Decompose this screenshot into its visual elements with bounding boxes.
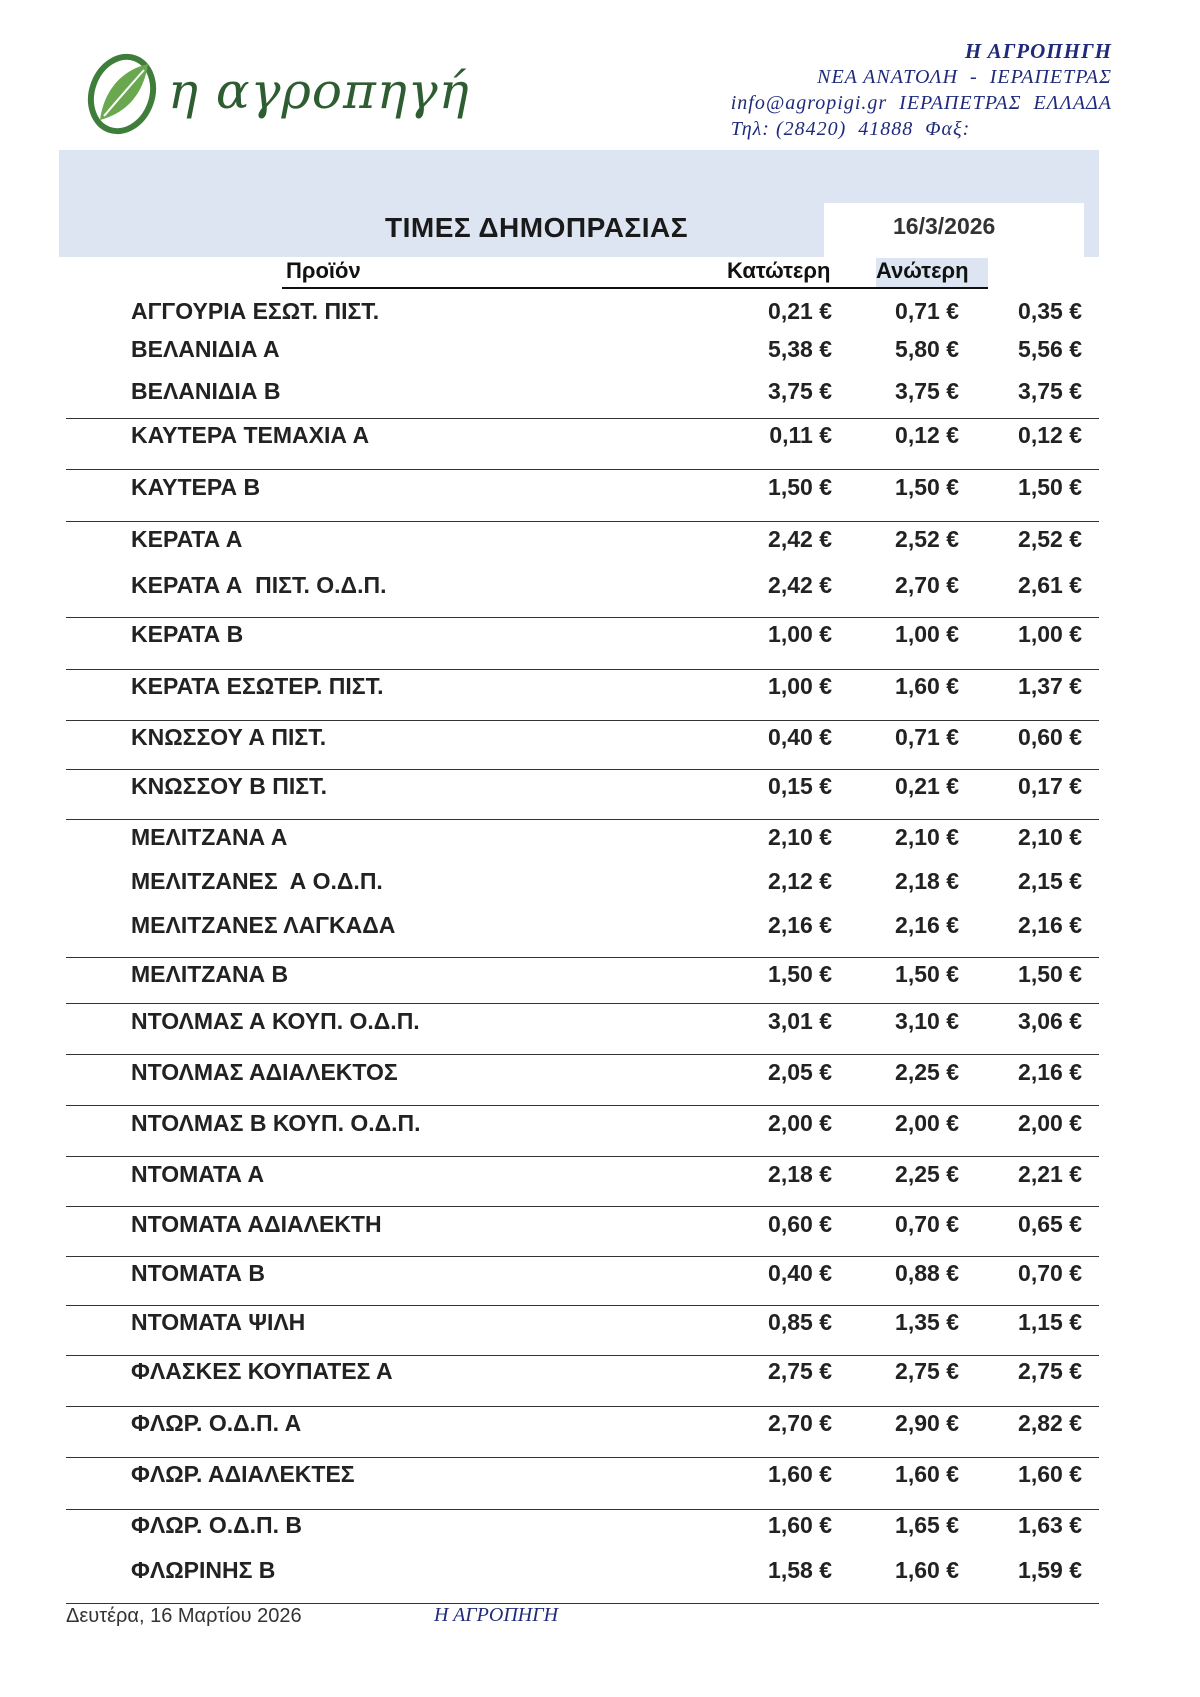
price-low: 1,60 €	[768, 1461, 832, 1487]
price-high: 1,60 €	[895, 1461, 959, 1487]
price-low: 0,40 €	[768, 1260, 832, 1286]
table-row	[0, 912, 1200, 946]
auction-date: 16/3/2026	[893, 213, 996, 239]
price-avg: 0,60 €	[1018, 724, 1082, 750]
row-divider	[66, 720, 1099, 721]
table-row	[0, 673, 1200, 707]
row-divider	[66, 1406, 1099, 1407]
row-divider	[66, 1256, 1099, 1257]
row-divider	[66, 819, 1099, 820]
footer-date: Δευτέρα, 16 Μαρτίου 2026	[66, 1605, 302, 1627]
product-name: ΚΑΥΤΕΡΑ ΤΕΜΑΧΙΑ Α	[131, 422, 370, 448]
product-name: ΒΕΛΑΝΙΔΙΑ Β	[131, 378, 281, 404]
product-name: ΚΕΡΑΤΑ ΕΣΩΤΕΡ. ΠΙΣΤ.	[131, 673, 384, 699]
table-row	[0, 1358, 1200, 1392]
price-low: 0,21 €	[768, 298, 832, 324]
product-name: ΝΤΟΛΜΑΣ ΑΔΙΑΛΕΚΤΟΣ	[131, 1059, 398, 1085]
table-row	[0, 378, 1200, 412]
price-high: 2,10 €	[895, 824, 959, 850]
price-avg: 1,15 €	[1018, 1309, 1082, 1335]
price-high: 2,75 €	[895, 1358, 959, 1384]
price-high: 0,88 €	[895, 1260, 959, 1286]
price-low: 3,01 €	[768, 1008, 832, 1034]
row-divider	[66, 1054, 1099, 1055]
page-title: ΤΙΜΕΣ ΔΗΜΟΠΡΑΣΙΑΣ	[385, 212, 689, 243]
product-name: ΦΛΑΣΚΕΣ ΚΟΥΠΑΤΕΣ Α	[131, 1358, 393, 1384]
price-avg: 0,17 €	[1018, 773, 1082, 799]
row-divider	[66, 1603, 1099, 1604]
price-low: 1,00 €	[768, 673, 832, 699]
price-low: 2,70 €	[768, 1410, 832, 1436]
product-name: ΝΤΟΛΜΑΣ Β ΚΟΥΠ. Ο.Δ.Π.	[131, 1110, 421, 1136]
table-row	[0, 621, 1200, 655]
price-high: 1,35 €	[895, 1309, 959, 1335]
price-low: 0,60 €	[768, 1211, 832, 1237]
price-high: 2,52 €	[895, 526, 959, 552]
table-row	[0, 1110, 1200, 1144]
price-high: 2,90 €	[895, 1410, 959, 1436]
price-low: 2,16 €	[768, 912, 832, 938]
price-low: 0,85 €	[768, 1309, 832, 1335]
row-divider	[66, 1105, 1099, 1106]
column-header-low: Κατώτερη	[727, 258, 831, 283]
price-high: 1,50 €	[895, 474, 959, 500]
row-divider	[66, 1355, 1099, 1356]
price-avg: 2,00 €	[1018, 1110, 1082, 1136]
price-high: 1,60 €	[895, 673, 959, 699]
price-low: 1,58 €	[768, 1557, 832, 1583]
price-avg: 2,16 €	[1018, 1059, 1082, 1085]
price-low: 2,75 €	[768, 1358, 832, 1384]
row-divider	[66, 1509, 1099, 1510]
price-high: 2,25 €	[895, 1059, 959, 1085]
price-low: 2,00 €	[768, 1110, 832, 1136]
price-low: 3,75 €	[768, 378, 832, 404]
table-row	[0, 422, 1200, 456]
product-name: ΦΛΩΡ. ΑΔΙΑΛΕΚΤΕΣ	[131, 1461, 355, 1487]
price-high: 3,75 €	[895, 378, 959, 404]
table-row	[0, 1211, 1200, 1245]
price-high: 0,12 €	[895, 422, 959, 448]
table-row	[0, 1512, 1200, 1546]
price-avg: 0,35 €	[1018, 298, 1082, 324]
product-name: ΦΛΩΡ. Ο.Δ.Π. Α	[131, 1410, 302, 1436]
table-row	[0, 572, 1200, 606]
price-low: 1,50 €	[768, 474, 832, 500]
company-phone-line: Τηλ: (28420) 41888 Φαξ:	[730, 118, 971, 140]
price-avg: 1,50 €	[1018, 961, 1082, 987]
price-low: 1,00 €	[768, 621, 832, 647]
product-name: ΦΛΩΡΙΝΗΣ Β	[131, 1557, 276, 1583]
price-avg: 2,82 €	[1018, 1410, 1082, 1436]
table-row	[0, 1461, 1200, 1495]
table-row	[0, 1008, 1200, 1042]
price-high: 2,25 €	[895, 1161, 959, 1187]
product-name: ΚΕΡΑΤΑ Α ΠΙΣΤ. Ο.Δ.Π.	[131, 572, 387, 598]
price-high: 1,50 €	[895, 961, 959, 987]
footer-company: Η ΑΓΡΟΠΗΓΗ	[434, 1604, 559, 1626]
row-divider	[66, 957, 1099, 958]
product-name: ΚΕΡΑΤΑ Α	[131, 526, 243, 552]
price-high: 2,70 €	[895, 572, 959, 598]
table-row	[0, 1161, 1200, 1195]
table-row	[0, 1260, 1200, 1294]
product-name: ΝΤΟΜΑΤΑ ΨΙΛΗ	[131, 1309, 306, 1335]
column-header-product: Προϊόν	[286, 258, 361, 283]
row-divider	[66, 1305, 1099, 1306]
price-avg: 1,37 €	[1018, 673, 1082, 699]
price-high: 2,16 €	[895, 912, 959, 938]
price-avg: 1,50 €	[1018, 474, 1082, 500]
price-high: 0,71 €	[895, 298, 959, 324]
company-name: Η ΑΓΡΟΠΗΓΗ	[964, 39, 1112, 63]
product-name: ΝΤΟΜΑΤΑ Β	[131, 1260, 265, 1286]
product-name: ΚΑΥΤΕΡΑ Β	[131, 474, 261, 500]
price-low: 0,15 €	[768, 773, 832, 799]
price-high: 0,21 €	[895, 773, 959, 799]
price-avg: 1,60 €	[1018, 1461, 1082, 1487]
product-name: ΜΕΛΙΤΖΑΝΕΣ ΛΑΓΚΑΔΑ	[131, 912, 396, 938]
table-row	[0, 773, 1200, 807]
row-divider	[66, 1156, 1099, 1157]
price-avg: 2,10 €	[1018, 824, 1082, 850]
row-divider	[66, 1457, 1099, 1458]
price-avg: 2,21 €	[1018, 1161, 1082, 1187]
price-high: 2,00 €	[895, 1110, 959, 1136]
price-high: 2,18 €	[895, 868, 959, 894]
product-name: ΦΛΩΡ. Ο.Δ.Π. Β	[131, 1512, 303, 1538]
price-high: 5,80 €	[895, 336, 959, 362]
row-divider	[66, 1206, 1099, 1207]
price-avg: 2,52 €	[1018, 526, 1082, 552]
price-high: 3,10 €	[895, 1008, 959, 1034]
table-row	[0, 1309, 1200, 1343]
price-avg: 1,59 €	[1018, 1557, 1082, 1583]
price-high: 1,60 €	[895, 1557, 959, 1583]
price-high: 0,70 €	[895, 1211, 959, 1237]
price-avg: 1,63 €	[1018, 1512, 1082, 1538]
row-divider	[66, 418, 1099, 419]
row-divider	[66, 769, 1099, 770]
price-high: 1,65 €	[895, 1512, 959, 1538]
price-avg: 5,56 €	[1018, 336, 1082, 362]
row-divider	[66, 617, 1099, 618]
row-divider	[66, 521, 1099, 522]
table-row	[0, 298, 1200, 332]
price-low: 0,11 €	[769, 422, 832, 448]
price-low: 2,10 €	[768, 824, 832, 850]
price-avg: 2,61 €	[1018, 572, 1082, 598]
price-low: 2,05 €	[768, 1059, 832, 1085]
product-name: ΝΤΟΜΑΤΑ Α	[131, 1161, 265, 1187]
row-divider	[66, 469, 1099, 470]
price-avg: 0,70 €	[1018, 1260, 1082, 1286]
price-low: 2,18 €	[768, 1161, 832, 1187]
product-name: ΜΕΛΙΤΖΑΝΑ Β	[131, 961, 289, 987]
product-name: ΝΤΟΜΑΤΑ ΑΔΙΑΛΕΚΤΗ	[131, 1211, 382, 1237]
row-divider	[66, 1003, 1099, 1004]
table-row	[0, 961, 1200, 995]
price-avg: 2,16 €	[1018, 912, 1082, 938]
table-row	[0, 868, 1200, 902]
price-avg: 0,65 €	[1018, 1211, 1082, 1237]
company-email-line: info@agropigi.gr ΙΕΡΑΠΕΤΡΑΣ ΕΛΛΑΔΑ	[730, 92, 1112, 114]
price-avg: 2,75 €	[1018, 1358, 1082, 1384]
price-low: 2,12 €	[768, 868, 832, 894]
product-name: ΝΤΟΛΜΑΣ Α ΚΟΥΠ. Ο.Δ.Π.	[131, 1008, 420, 1034]
price-avg: 2,15 €	[1018, 868, 1082, 894]
table-row	[0, 1410, 1200, 1444]
price-low: 1,60 €	[768, 1512, 832, 1538]
table-row	[0, 526, 1200, 560]
product-name: ΚΝΩΣΣΟΥ Β ΠΙΣΤ.	[131, 773, 327, 799]
logo-wordmark: η αγροπηγή	[168, 62, 470, 120]
table-row	[0, 474, 1200, 508]
price-low: 2,42 €	[768, 572, 832, 598]
table-row	[0, 724, 1200, 758]
row-divider	[66, 669, 1099, 670]
product-name: ΒΕΛΑΝΙΔΙΑ Α	[131, 336, 280, 362]
table-row	[0, 824, 1200, 858]
product-name: ΚΕΡΑΤΑ Β	[131, 621, 244, 647]
price-low: 5,38 €	[768, 336, 832, 362]
price-low: 0,40 €	[768, 724, 832, 750]
table-row	[0, 336, 1200, 370]
price-avg: 1,00 €	[1018, 621, 1082, 647]
price-avg: 3,75 €	[1018, 378, 1082, 404]
price-high: 1,00 €	[895, 621, 959, 647]
company-location: ΝΕΑ ΑΝΑΤΟΛΗ - ΙΕΡΑΠΕΤΡΑΣ	[817, 66, 1112, 88]
table-row	[0, 1059, 1200, 1093]
product-name: ΜΕΛΙΤΖΑΝΕΣ Α Ο.Δ.Π.	[131, 868, 383, 894]
price-avg: 3,06 €	[1018, 1008, 1082, 1034]
price-high: 0,71 €	[895, 724, 959, 750]
table-row	[0, 1557, 1200, 1591]
product-name: ΑΓΓΟΥΡΙΑ ΕΣΩΤ. ΠΙΣΤ.	[131, 298, 380, 324]
price-low: 2,42 €	[768, 526, 832, 552]
product-name: ΜΕΛΙΤΖΑΝΑ Α	[131, 824, 288, 850]
price-avg: 0,12 €	[1018, 422, 1082, 448]
product-name: ΚΝΩΣΣΟΥ Α ΠΙΣΤ.	[131, 724, 327, 750]
column-header-high: Ανώτερη	[876, 258, 988, 288]
price-low: 1,50 €	[768, 961, 832, 987]
